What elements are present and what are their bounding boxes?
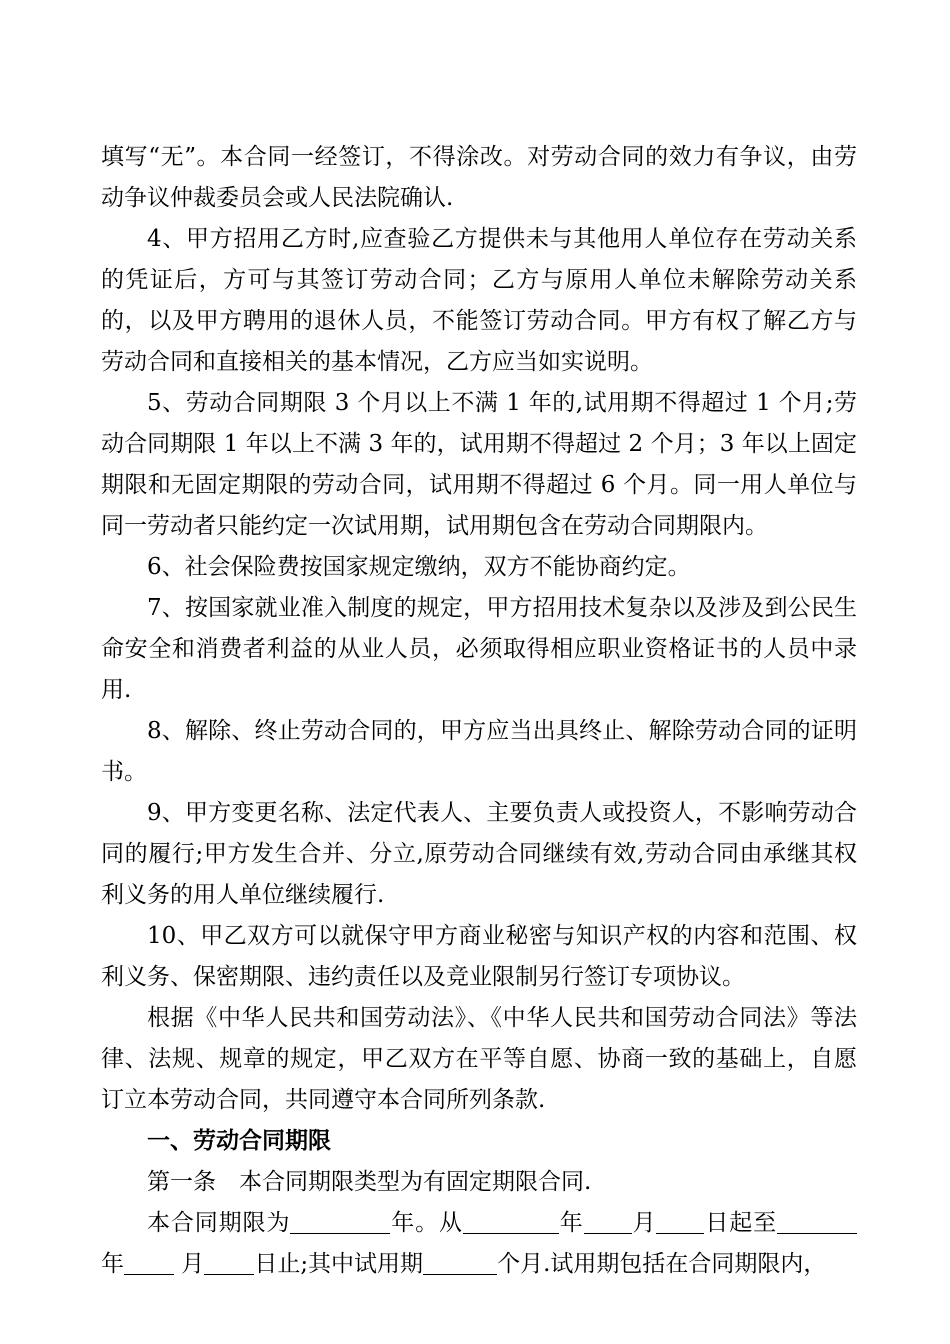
blank-term-years[interactable] — [290, 1209, 390, 1234]
paragraph-clause-10: 10、甲乙双方可以就保守甲方商业秘密与知识产权的内容和范围、权利义务、保密期限、违约责任以及竞业限制另行签订专项协议。 — [101, 923, 857, 990]
term-text: 本合同期限为 — [147, 1210, 291, 1236]
paragraph-clause-4: 4、甲方招用乙方时,应查验乙方提供未与其他用人单位存在劳动关系的凭证后，方可与其签订劳动合同；乙方与原用人单位未解除劳动关系的，以及甲方聘用的退休人员，不能签订劳动合同。甲方有权了解乙方与劳动合同和直接相关的基本情况，乙方应当如实说明。 — [101, 226, 857, 375]
paragraph-clause-7: 7、按国家就业准入制度的规定，甲方招用技术复杂以及涉及到公民生命安全和消费者利益的从业人员，必须取得相应职业资格证书的人员中录用. — [101, 595, 857, 703]
paragraph-legal-basis: 根据《中华人民共和国劳动法》、《中华人民共和国劳动合同法》等法律、法规、规章的规定，甲乙双方在平等自愿、协商一致的基础上，自愿订立本劳动合同，共同遵守本合同所列条款. — [101, 1005, 857, 1113]
term-text: 日起至 — [704, 1210, 778, 1236]
paragraph-clause-8: 8、解除、终止劳动合同的，甲方应当出具终止、解除劳动合同的证明书。 — [101, 718, 857, 785]
term-text: 日止;其中试用期 — [254, 1251, 424, 1277]
term-text: 月 — [631, 1210, 657, 1236]
blank-end-day[interactable] — [204, 1250, 254, 1275]
paragraph-clause-9: 9、甲方变更名称、法定代表人、主要负责人或投资人，不影响劳动合同的履行;甲方发生合并、分立,原劳动合同继续有效,劳动合同由承继其权利义务的用人单位继续履行. — [101, 800, 857, 908]
paragraph-clause-5: 5、劳动合同期限 3 个月以上不满 1 年的,试用期不得超过 1 个月;劳动合同期限 1 年以上不满 3 年的，试用期不得超过 2 个月；3 年以上固定期限和无固定期限的劳动合同，试用期不得超过 6 个月。同一用人单位与同一劳动者只能约定一次试用期，试用期包含在劳动合同期限内。 — [101, 390, 857, 539]
term-text: 个月.试用期包括在合同期限内， — [497, 1251, 827, 1277]
blank-end-month[interactable] — [124, 1250, 174, 1275]
document-page — [101, 137, 857, 1285]
term-text: 年 — [558, 1210, 584, 1236]
contract-term-paragraph — [101, 1203, 857, 1285]
term-text: 年 — [101, 1251, 124, 1277]
article-1: 第一条 本合同期限类型为有固定期限合同. — [147, 1169, 592, 1195]
blank-end-year[interactable] — [777, 1209, 857, 1234]
blank-start-day[interactable] — [656, 1209, 704, 1234]
term-text: 月 — [174, 1251, 205, 1277]
term-text: 年。从 — [390, 1210, 463, 1236]
blank-start-year[interactable] — [463, 1209, 559, 1234]
blank-probation-months[interactable] — [423, 1250, 497, 1275]
paragraph-continuation: 填写“无”。本合同一经签订，不得涂改。对劳动合同的效力有争议，由劳动争议仲裁委员会或人民法院确认. — [101, 144, 857, 211]
section-heading-contract-term: 一、劳动合同期限 — [147, 1128, 331, 1154]
blank-start-month[interactable] — [584, 1209, 632, 1234]
paragraph-clause-6: 6、社会保险费按国家规定缴纳，双方不能协商约定。 — [147, 554, 691, 580]
